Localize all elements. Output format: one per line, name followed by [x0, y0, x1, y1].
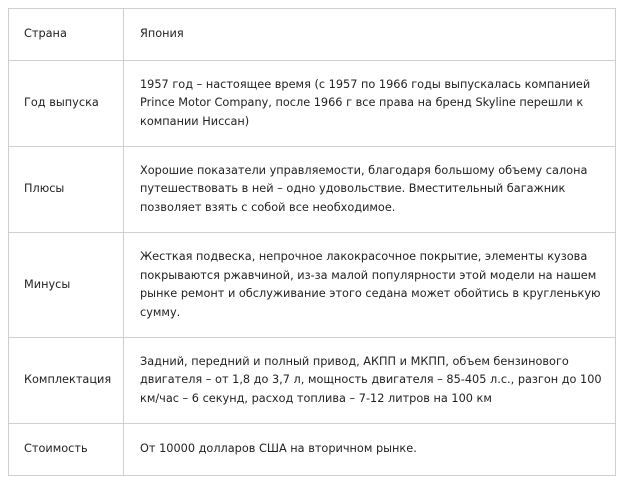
row-value: Япония — [124, 9, 616, 61]
row-label: Стоимость — [9, 424, 124, 476]
row-label: Год выпуска — [9, 61, 124, 147]
row-value: 1957 год – настоящее время (с 1957 по 1966 годы выпускалась компанией Prince Motor Company, после 1966 г все права на бренд Skyline перешли к компании Ниссан) — [124, 61, 616, 147]
row-label: Комплектация — [9, 338, 124, 424]
row-value: Жесткая подвеска, непрочное лакокрасочное покрытие, элементы кузова покрываются ржавчиной, из-за малой популярности этой модели на нашем рынке ремонт и обслуживание этого седана может обойтись в кругленькую сумму. — [124, 233, 616, 338]
row-label: Страна — [9, 9, 124, 61]
table-row-cons — [9, 233, 616, 338]
row-label: Плюсы — [9, 147, 124, 233]
row-value: От 10000 долларов США на вторичном рынке. — [124, 424, 616, 476]
table-row-price — [9, 424, 616, 476]
table-row-year — [9, 61, 616, 147]
row-value: Задний, передний и полный привод, АКПП и МКПП, объем бензинового двигателя – от 1,8 до 3,7 л, мощность двигателя – 85-405 л.с., разгон до 100 км/час – 6 секунд, расход топлива – 7-12 литров на 100 км — [124, 338, 616, 424]
table-row-equipment — [9, 338, 616, 424]
row-label: Минусы — [9, 233, 124, 338]
table-row-country — [9, 9, 616, 61]
spec-table-container — [8, 8, 616, 476]
spec-table — [8, 8, 616, 476]
row-value: Хорошие показатели управляемости, благодаря большому объему салона путешествовать в ней – одно удовольствие. Вместительный багажник позволяет взять с собой все необходимое. — [124, 147, 616, 233]
table-row-pros — [9, 147, 616, 233]
